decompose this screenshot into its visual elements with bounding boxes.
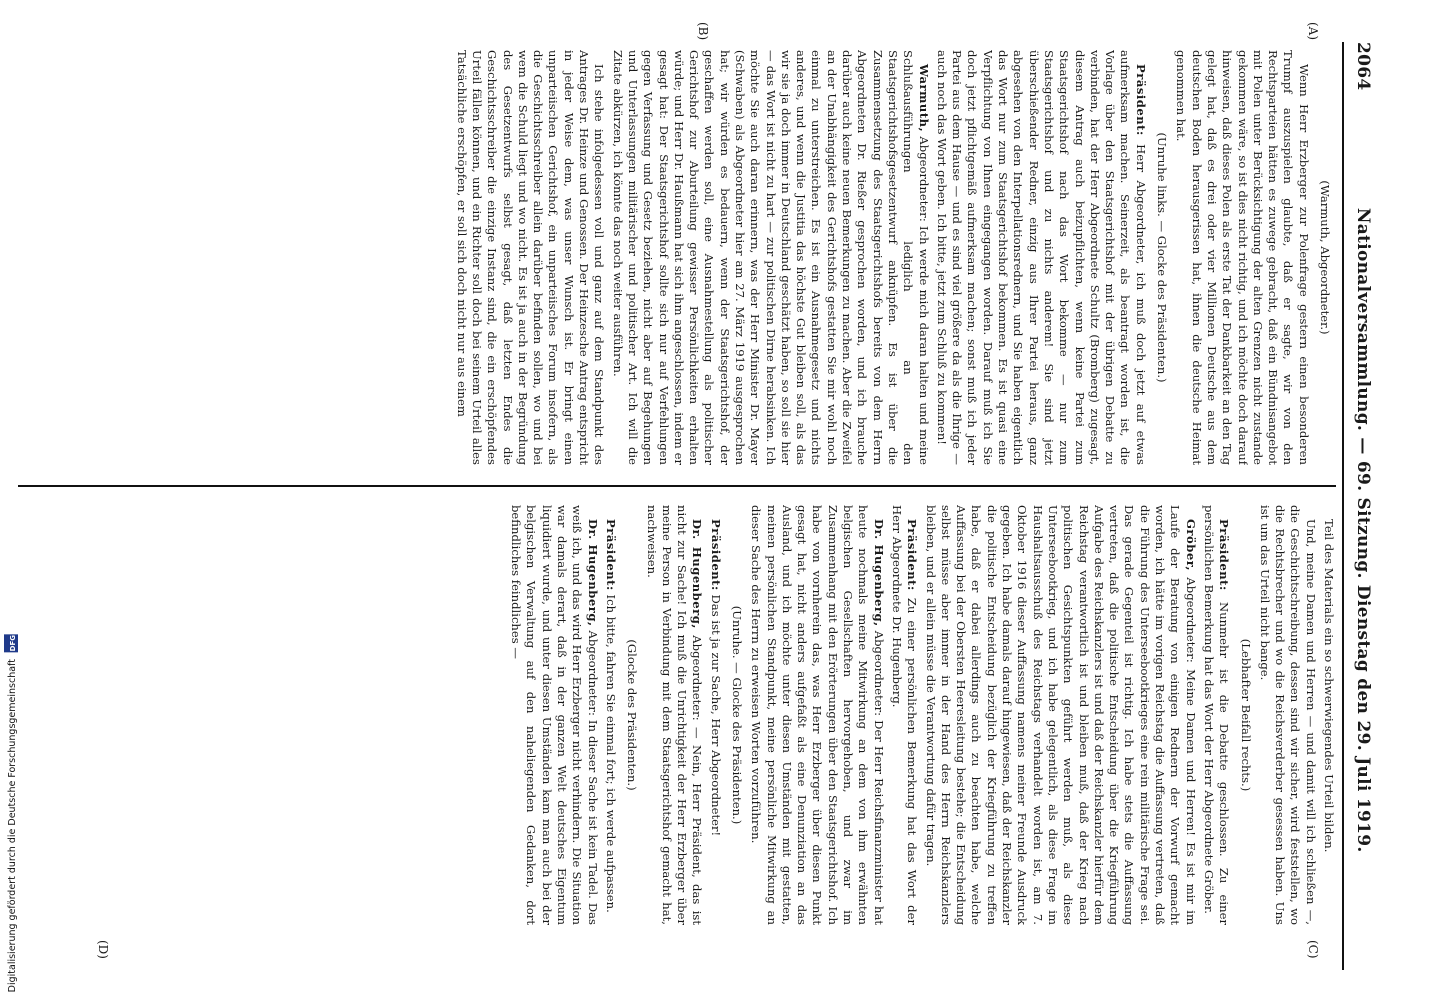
paragraph-text: Abgeordneter: — Nein, Herr Präsident, das ist nicht zur Sache! Ich muß die Unrichtigkeit der Herr Erzberger über meine Person in Verbindung mit dem Staatsgerichtshof gemacht hat, nachweisen. <box>644 505 705 925</box>
footer-text: Digitalisierung gefördert durch die Deutsche Forschungsgemeinschaft <box>7 658 18 992</box>
paragraph <box>1173 50 1311 465</box>
paragraph-text: Abgeordneter: Ich werde mich daran halten und meine Schlußausführungen lediglich an den Staatsgerichtshofsgesetzentwurf anknüpfen. Es ist über die Zusammensetzung des Staatsgerichtshofs bereits von dem Herrn Abgeordneten Dr. Rießer gesprochen worden, und ich brauche darüber auch keine neuen Bemerkungen zu machen. Aber die Zweifel an der Unabhängigkeit des Gerichtshofs gestatten Sie mir wohl noch einmal zu unterstreichen. Es ist ein Ausnahmegesetz und nichts anderes, und wenn die Justitia das höchste Gut bleiben soll, als das wir sie ja doch immer in Deutschland geschätzt haben, so soll sie hier — das Wort ist nicht zu hart — zur politischen Dirne herabsinken. Ich möchte Sie auch daran erinnern, was der Herr Minister Dr. Mayer (Schwaben) als Abgeordneter hier am 27. März 1919 ausgesprochen hat; wir würden es bedauern, wenn der Staatsgerichtshof, der geschaffen werden soll, eine Ausnahmestellung als politischer Gerichtshof zur Aburteilung gewisser Persönlichkeiten erhalten würde; und Herr Dr. Haußmann hat sich ihm angeschlossen, indem er gesagt hat: Der Staatsgerichtshof sollte sich nur auf Verfehlungen gegen Verfassung und Gesetz beziehen, nicht aber auf Begehungen und Unterlassungen militärischer und politischer Art. Ich will die Zitate abkürzen, ich könnte das noch weiter ausführen. <box>610 50 931 465</box>
paragraph <box>707 505 722 925</box>
stage-direction: (Unruhe links. — Glocke des Präsidenten.) <box>1155 132 1170 383</box>
stage-direction: (Lebhafter Beifall rechts.) <box>1238 638 1253 792</box>
margin-marker-a: (A) <box>1306 22 1320 41</box>
right-text-column <box>16 505 1336 925</box>
page-number: 2064 <box>1353 42 1373 91</box>
paragraph-text: Nunmehr ist die Debatte geschlossen. Zu einer persönlichen Bemerkung hat das Wort der Herr Abgeordnete Gröber. <box>1201 505 1232 925</box>
paragraph <box>603 505 618 925</box>
paragraph <box>453 50 606 465</box>
speaker-name: Präsident: <box>905 519 920 591</box>
paragraph <box>1257 505 1318 925</box>
speaker-name: Präsident: <box>1133 64 1148 136</box>
paragraph <box>508 505 600 925</box>
speaker-name: Präsident: <box>708 519 723 591</box>
paragraph <box>643 505 704 925</box>
paragraph <box>609 50 930 465</box>
margin-marker-d: (D) <box>96 940 110 959</box>
speaker-name: Präsident: <box>1217 519 1232 591</box>
paragraph-text: Ich bitte, fahren Sie einmal fort; ich werde aufpassen. <box>603 594 618 913</box>
margin-marker-c: (C) <box>1306 940 1320 959</box>
speaker-name: Warmuth, <box>916 64 931 133</box>
page-title: Nationalversammlung. — 69. Sitzung. Dienstag den 29. Juli 1919. <box>1353 207 1373 853</box>
header-rule <box>1342 42 1344 970</box>
paragraph <box>889 505 920 925</box>
speaker-name: Dr. Hugenberg, <box>585 519 600 627</box>
left-text-column <box>16 50 1336 465</box>
paragraph <box>1321 505 1336 925</box>
stage-direction: (Glocke des Präsidenten.) <box>625 639 640 791</box>
speaker-name: Präsident: <box>603 519 618 591</box>
page-header <box>1348 42 1378 970</box>
paragraph-text: Das ist ja zur Sache, Herr Abgeordneter! <box>708 594 723 837</box>
paragraph <box>922 505 1197 925</box>
paragraph-text: Abgeordneter: In dieser Sache ist kein Tadel. Das weiß ich, und das wird Herr Erzberger nicht verhindern. Die Situation war damals derart, daß in der ganzen Welt deutsches Eigentum liquidiert wurde, und unter diesen Umständen kam man auch bei der belgischen Verwaltung auf den naheliegenden Gedanken, dort befindliches feindliches — <box>509 505 600 925</box>
paragraph-text: Und, meine Damen und Herren — und damit will ich schließen —, die Geschichtschreibung, dessen sind wir sicher, wird feststellen, wo die Rechtsbrecher und wo die Reichsverderber gesessen haben. Uns ist um das Urteil nicht bange. <box>1257 505 1318 925</box>
paragraph-text: Zu einer persönlichen Bemerkung hat das Wort der Herr Abgeordnete Dr. Hugenberg. <box>889 505 920 925</box>
column-divider <box>18 485 1336 487</box>
speaker-name: Dr. Hugenberg, <box>871 519 886 627</box>
footer-attribution <box>4 634 18 992</box>
paragraph <box>1201 505 1232 925</box>
paragraph-text: Wenn Herr Erzberger zur Polenfrage gestern einen besonderen Trumpf auszuspielen glaubte, daß er sagte, wir von den Rechtsparteien hätten es zuwege gebracht, daß ein Bündnisangebot mit Polen unter Berücksichtigung der alten Grenzen nicht zustande gekommen wäre, so ist dies nicht richtig, und ich möchte doch darauf hinweisen, daß dieses Polen als erste Tat der Dankbarkeit an den Tag gelegt hat, daß es drei oder vier Millionen Deutsche aus dem deutschen Boden herausgerissen hat, ihnen die deutsche Heimat genommen hat. <box>1174 50 1311 465</box>
paragraph <box>934 50 1148 465</box>
stage-direction: (Warmuth, Abgeordneter.) <box>1318 180 1332 335</box>
paragraph-text: Ich stehe infolgedessen voll und ganz auf dem Standpunkt des Antrages Dr. Heinze und Genossen. Der Heinzesche Antrag entspricht in jeder Weise dem, was unser Wunsch ist. Er bringt einen unparteiischen Gerichtshof, ein unparteiisches Forum insofern, als die Geschichtsschreiber allein darüber befinden sollen, wo und bei wem die Schuld liegt und wo nicht. Es ist ja auch in der Begründung des Gesetzentwurfs selbst gesagt, daß letzten Endes die Geschichtsschreiber die einzige Instanz sind, die ein erschöpfendes Urteil fällen können, und ein Richter soll doch bei seinem Urteil alles Tatsächliche erschöpfen, er soll sich doch nicht nur aus einem <box>454 50 607 465</box>
paragraph-text: Abgeordneter: Der Herr Reichsfinanzminister hat heute nochmals meine Mitwirkung an dem von ihm erwähnten belgischen Gesellschaften hervorgehoben, und zwar im Zusammenhang mit den Erörterungen über den Staatsgerichtshof. Ich habe von vornherein das, was Herr Erzberger über diesen Punkt gesagt hat, nicht anders aufgefaßt als eine Denunziation an das Ausland, und ich möchte unter diesen Umständen mit gestatten, meinen persönlichen Standpunkt, meine persönliche Mitwirkung an dieser Sache des Herrn zu erweisen Worten vorzuführen. <box>749 505 886 925</box>
paragraph-text: Herr Abgeordneter, ich muß doch jetzt auf etwas aufmerksam machen. Seinerzeit, als beantragt worden ist, die Vorlage über den Staatsgerichtshof mit der übrigen Debatte zu verbinden, hat der Herr Abgeordnete Schultz (Bromberg) zugesagt, diesem Antrag auch beizupflichten, wenn keine Partei zum Staatsgerichtshof nach das Wort bekomme — nur zum Staatsgerichtshof und zu nichts anderem! Sie sind jetzt überschießender Redner, einzig aus Ihrer Partei heraus, ganz abgesehen von den Interpellationsrednern, und Sie haben eigentlich das Wort nur zum Staatsgerichtshof bekommen. Es ist quasi eine Verpflichtung von Ihnen eingegangen worden. Darauf muß ich Sie doch jetzt pflichtgemäß aufmerksam machen; sonst muß ich jeder Partei aus dem Hause — und es sind viel größere da als die Ihrige — auch noch das Wort geben. Ich bitte, jetzt zum Schluß zu kommen! <box>934 50 1148 465</box>
footer-strip <box>0 0 22 1000</box>
stage-direction: (Unruhe. — Glocke des Präsidenten.) <box>730 605 745 825</box>
paragraph <box>748 505 886 925</box>
paragraph-text: Teil des Materials ein so schwerwiegendes Urteil bilden. <box>1322 519 1336 853</box>
paragraph-text: Abgeordneter: Meine Damen und Herren! Es ist mir im Laufe der Beratung von einigen Rednern der Vorwurf gemacht worden, ich hätte im vorigen Reichstag die Auffassung vertreten, daß die Führung des Unterseebootkrieges eine rein militärische Frage sei. Das gerade Gegenteil ist richtig. Ich habe stets die Auffassung vertreten, daß die politische Entscheidung über die Kriegführung Aufgabe des Reichskanzlers ist und daß der Reichskanzler hierfür dem Reichstag verantwortlich ist und bleiben muß, daß der Krieg nach politischen Gesichtspunkten geführt werden muß, als diese Unterseebootkrieg, und ich habe gelegentlich, als diese Frage im Haushaltsausschuß des Reichstags verhandelt worden ist, am 7. Oktober 1916 dieser Auffassung namens meiner Freunde Ausdruck gegeben. Ich habe damals darauf hingewiesen, daß der Reichskanzler die politische Entscheidung bezüglich der Kriegführung zu treffen habe, daß er dabei allerdings auch zu beachten habe, welche Auffassung bei der Obersten Heeresleitung bestehe; die Entscheidung selbst müsse aber immer in der Hand des Herrn Reichskanzlers bleiben, und er allein müsse die Verantwortung dafür tragen. <box>923 505 1198 925</box>
margin-marker-b: (B) <box>696 22 710 41</box>
speaker-name: Dr. Hugenberg, <box>690 519 705 629</box>
dfg-logo-icon: DFG <box>4 634 18 652</box>
speaker-name: Gröber, <box>1183 519 1198 572</box>
